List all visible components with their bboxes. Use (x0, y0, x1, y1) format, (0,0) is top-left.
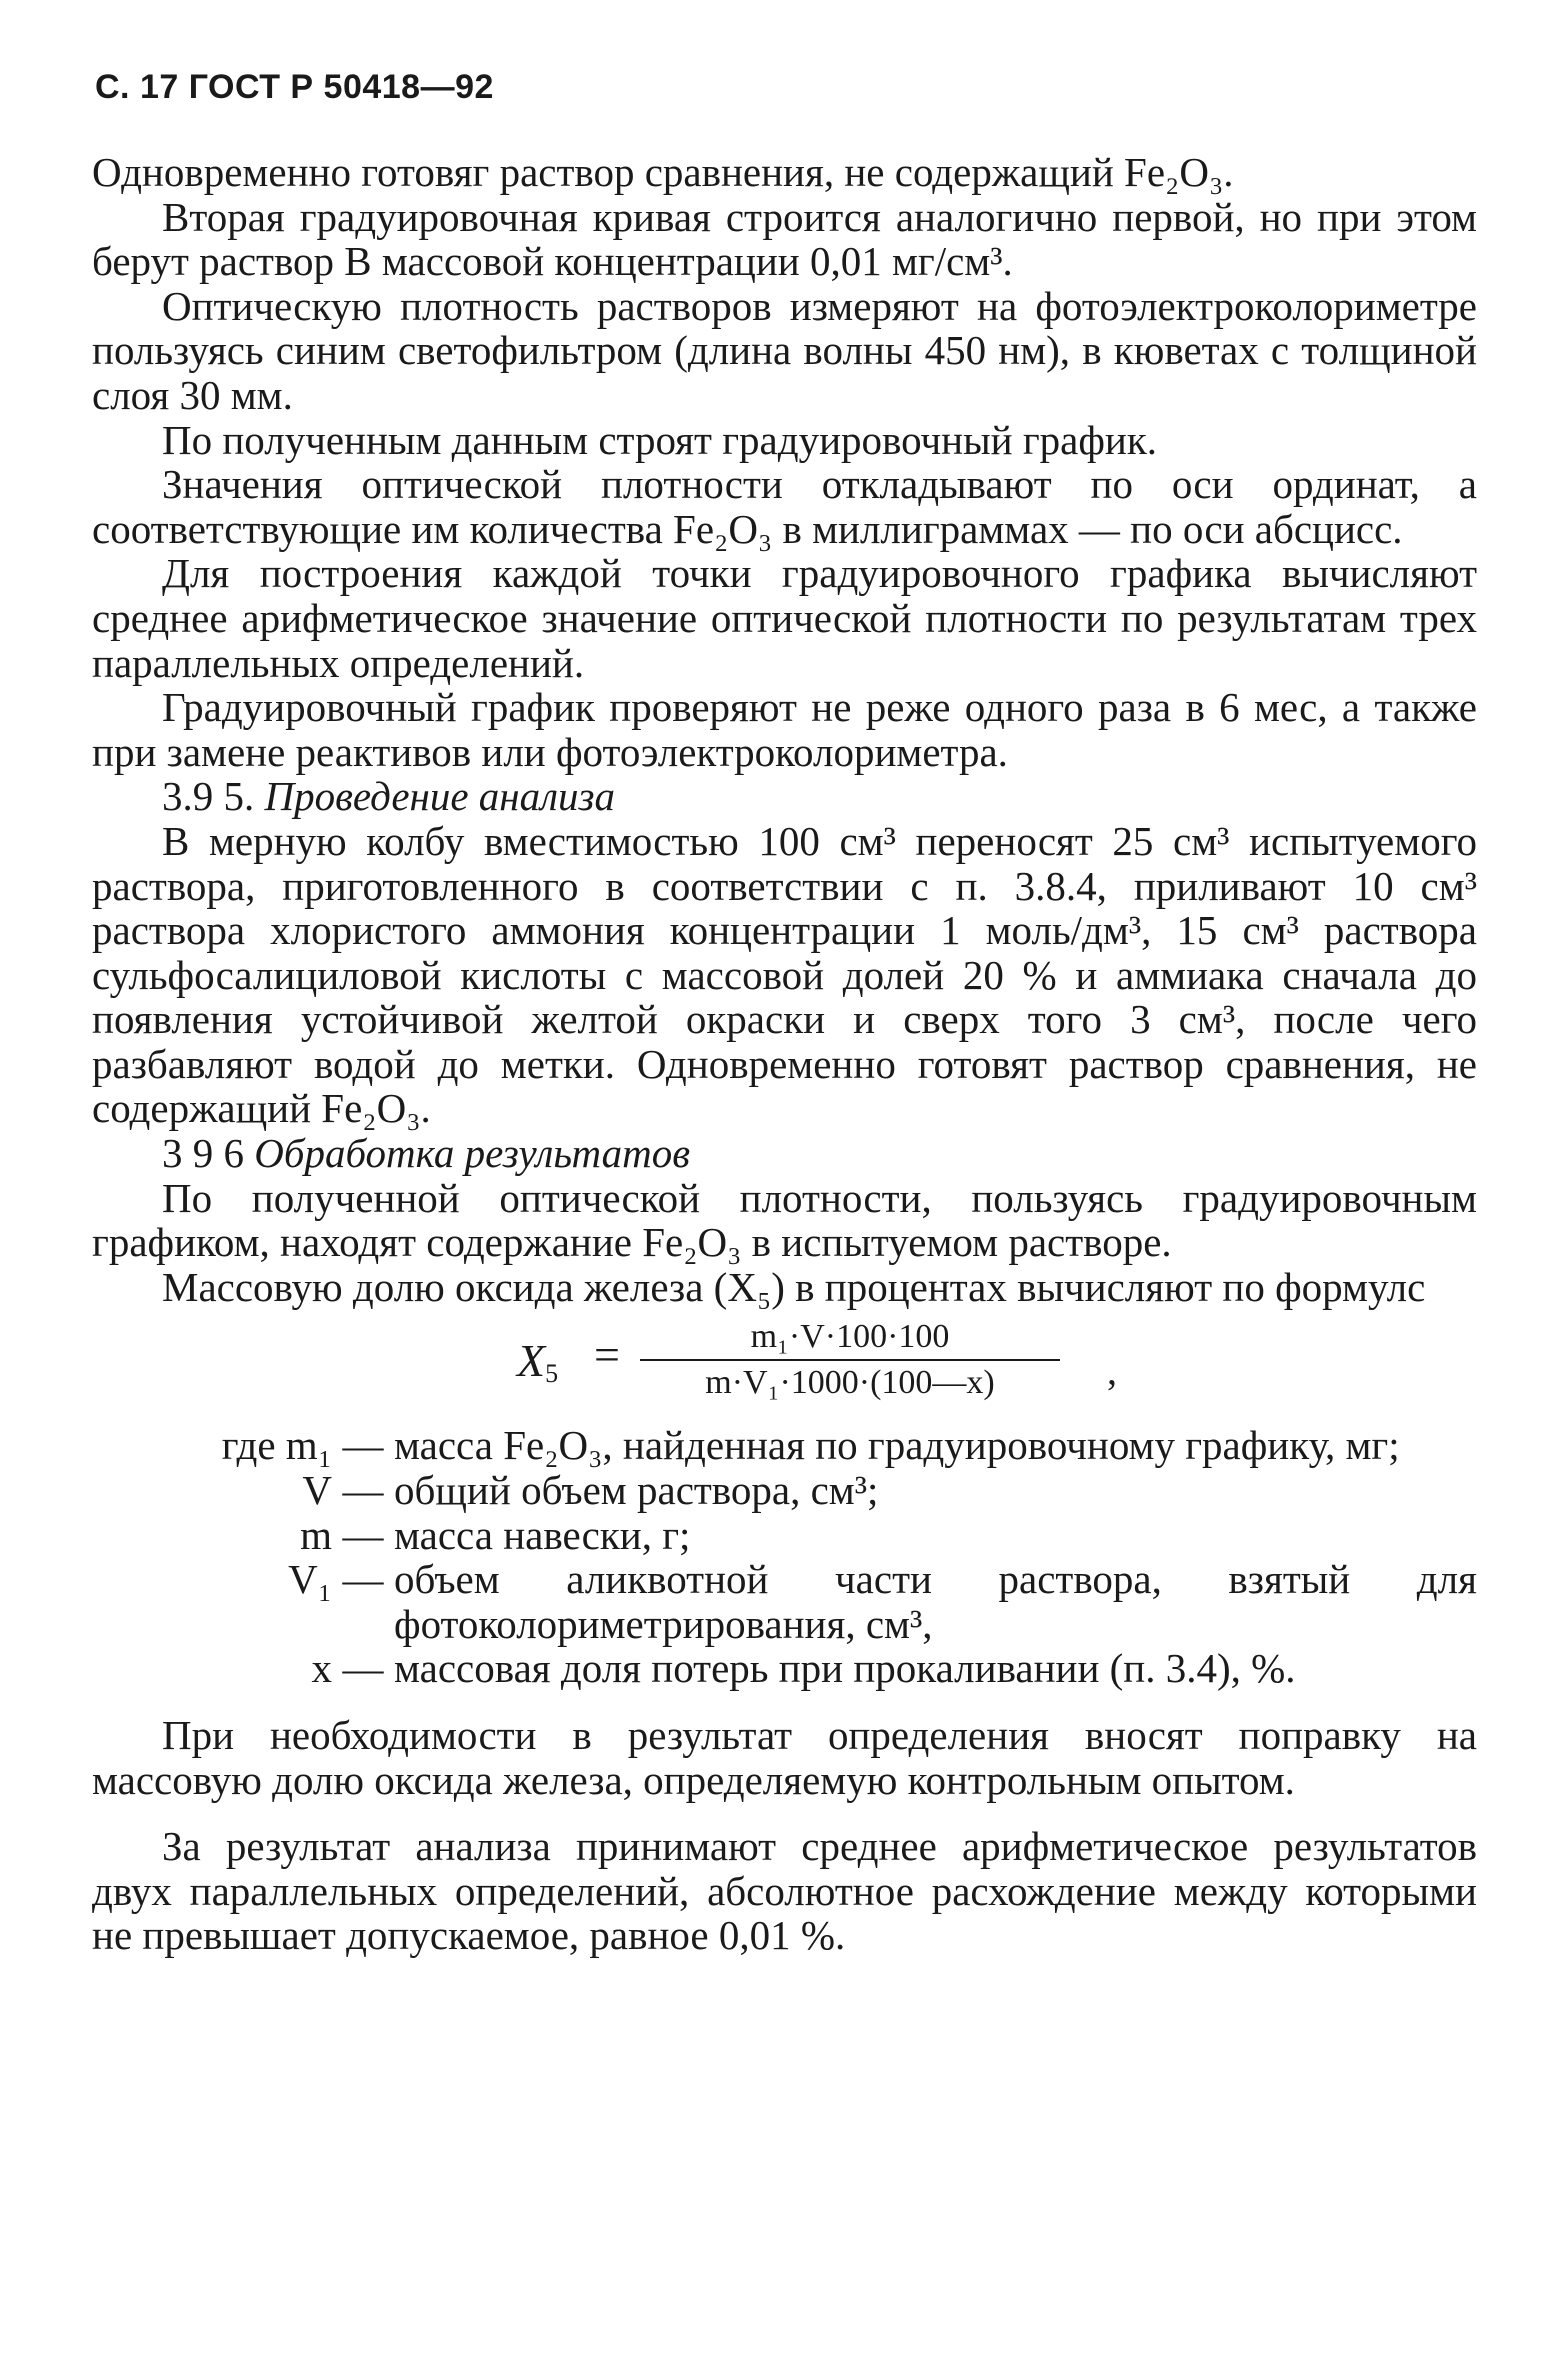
formula-numerator: m₁·V·100·100 (640, 1317, 1060, 1361)
paragraph-graph-points: Для построения каждой точки градуировочного графика вычисляют среднее арифметическое значение оптической плотности по результатам трех параллельных определений. (92, 550, 1477, 686)
definition-m1 (92, 1423, 1477, 1468)
definition-dash: — (342, 1511, 384, 1558)
definition-dash: — (342, 1556, 384, 1603)
paragraph-axes: Значения оптической плотности откладывают по оси ординат, а соответствующие им количества Fe₂O₃ в миллиграммах — по оси абсцисс. (92, 461, 1477, 552)
spacer (92, 1691, 1477, 1713)
paragraph-graph-check: Градуировочный график проверяют не реже одного раза в 6 мес, а также при замене реактивов или фотоэлектроколориметра. (92, 684, 1477, 775)
paragraph-formula-intro: Массовую долю оксида железа (X₅) в процентах вычисляют по формулс (162, 1263, 1426, 1310)
page-header: С. 17 ГОСТ Р 50418—92 (95, 68, 494, 106)
definition-dash: — (342, 1422, 384, 1469)
definition-symbol: V₁ (288, 1556, 332, 1603)
section-title-395: Проведение анализа (264, 773, 616, 820)
definition-text: общий объем раствора, см³; (394, 1467, 879, 1514)
section-heading-395 (92, 774, 1477, 819)
section-heading-396 (92, 1131, 1477, 1176)
variable-definitions (92, 1423, 1477, 1691)
formula-comma: , (1107, 1348, 1117, 1394)
definition-v (92, 1468, 1477, 1513)
definition-text: масса навески, г; (394, 1511, 691, 1558)
definition-x (92, 1646, 1477, 1691)
formula-lhs-symbol: X (517, 1335, 546, 1387)
paragraph-optical-density: Оптическую плотность растворов измеряют на фотоэлектроколориметре пользуясь синим светофильтром (длина волны 450 нм), в кюветах с толщиной слоя 30 мм. (92, 282, 1477, 418)
paragraph-second-curve: Вторая градуировочная кривая строится аналогично первой, но при этом берут раствор В массовой концентрации 0,01 мг/см³. (92, 193, 1477, 285)
formula-equals: = (594, 1329, 620, 1381)
definition-symbol: где m₁ (221, 1422, 332, 1469)
formula-fraction (640, 1317, 1060, 1403)
definition-v1 (92, 1557, 1477, 1646)
formula-lhs-subscript: 5 (545, 1359, 559, 1389)
formula-lhs (517, 1335, 559, 1397)
section-number-396: 3 9 6 (162, 1130, 244, 1177)
definition-symbol: V (302, 1467, 332, 1514)
paragraph-reference-solution: Одновременно готовяг раствор сравнения, не содержащий Fe₂O₃. (92, 149, 1234, 195)
spacer (92, 1802, 1477, 1824)
definition-text: массовая доля потерь при прокаливании (п. 3.4), %. (394, 1645, 1296, 1692)
paragraph-result: За результат анализа принимают среднее арифметическое результатов двух параллельных определений, абсолютное расхождение между которыми не превышает допускаемое, равное 0,01 %. (92, 1823, 1477, 1959)
paragraph-processing-results: По полученной оптической плотности, пользуясь градуировочным графиком, находят содержание Fe₂O₃ в испытуемом растворе. (92, 1174, 1477, 1266)
definition-symbol: x (311, 1645, 332, 1692)
definition-dash: — (342, 1467, 384, 1514)
formula-denominator: m·V₁·1000·(100—x) (705, 1364, 995, 1402)
paragraph-correction: При необходимости в результат определения вносят поправку на массовую долю оксида железа, определяемую контрольным опытом. (92, 1712, 1477, 1803)
paragraph-build-graph: По полученным данным строят градуировочный график. (162, 416, 1158, 463)
section-number-395: 3.9 5. (162, 773, 255, 820)
formula-x5 (92, 1319, 1477, 1411)
definition-symbol: m (300, 1511, 332, 1558)
paragraph-analysis-procedure: В мерную колбу вместимостью 100 см³ переносят 25 см³ испытуемого раствора, приготовленного в соответствии с п. 3.8.4, приливают 10 см³ раствора хлористого аммония концентрации 1 моль/дм³, 15 см³ раствора сульфосалициловой кислоты с массовой долей 20 % и аммиака сначала до появления устойчивой желтой окраски и сверх того 3 см³, после чего разбавляют водой до метки. Одновременно готовят раствор сравнения, не содержащий Fe₂O₃. (92, 817, 1477, 1132)
document-body (92, 150, 1477, 1958)
definition-text: масса Fe₂O₃, найденная по градуировочному графику, мг; (394, 1422, 1400, 1469)
definition-m (92, 1513, 1477, 1558)
definition-dash: — (342, 1645, 384, 1692)
definition-text: объем аликвотной части раствора, взятый для фотоколориметрирования, см³, (394, 1556, 1477, 1647)
section-title-396: Обработка результатов (254, 1130, 691, 1177)
